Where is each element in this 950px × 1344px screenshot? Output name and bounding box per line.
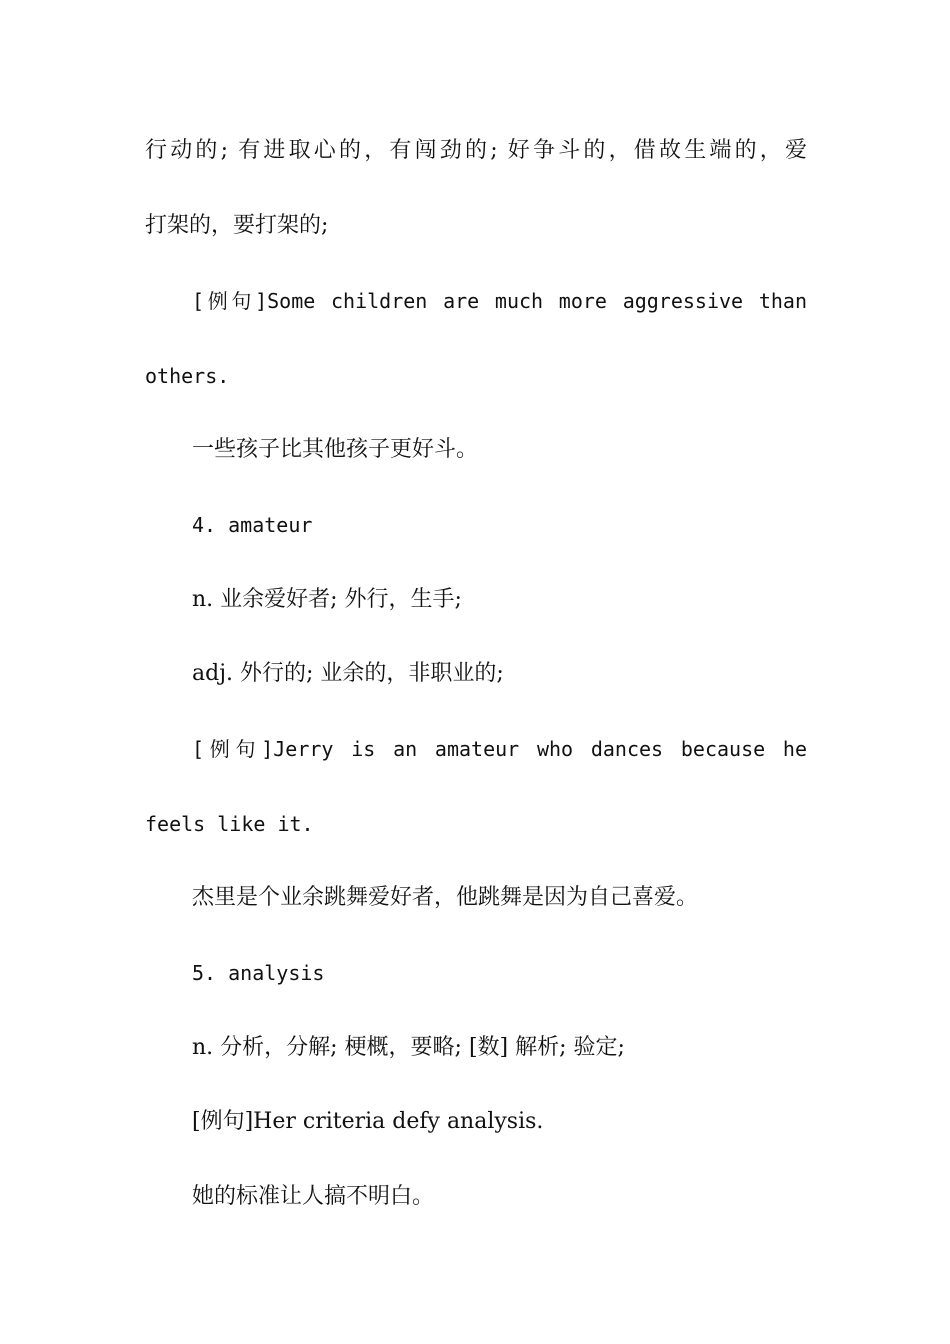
example-translation-aggressive: 一些孩子比其他孩子更好斗。 bbox=[192, 437, 479, 462]
entry-heading-amateur: 4. amateur bbox=[192, 513, 313, 537]
example-sentence-analysis: [例句]Her criteria defy analysis. bbox=[192, 1109, 544, 1134]
example-sentence-continuation: feels like it. bbox=[145, 812, 314, 836]
example-translation-analysis: 她的标准让人搞不明白。 bbox=[192, 1184, 435, 1209]
example-sentence-continuation: others. bbox=[145, 364, 230, 388]
example-translation-amateur: 杰里是个业余跳舞爱好者，他跳舞是因为自己喜爱。 bbox=[192, 885, 699, 910]
entry-heading-analysis: 5. analysis bbox=[192, 961, 325, 985]
adjective-definition-amateur: adj. 外行的; 业余的，非职业的; bbox=[192, 661, 504, 686]
definition-continuation-line: 行动的; 有进取心的，有闯劲的; 好争斗的，借故生端的，爱 bbox=[145, 138, 807, 163]
noun-definition-amateur: n. 业余爱好者; 外行，生手; bbox=[192, 587, 462, 612]
noun-definition-analysis: n. 分析，分解; 梗概，要略; [数] 解析; 验定; bbox=[192, 1035, 625, 1060]
definition-continuation-line: 打架的，要打架的; bbox=[145, 213, 329, 238]
example-sentence-amateur: [例句]Jerry is an amateur who dances because he bbox=[192, 737, 807, 761]
example-sentence-aggressive: [例句]Some children are much more aggressive than bbox=[192, 289, 807, 313]
